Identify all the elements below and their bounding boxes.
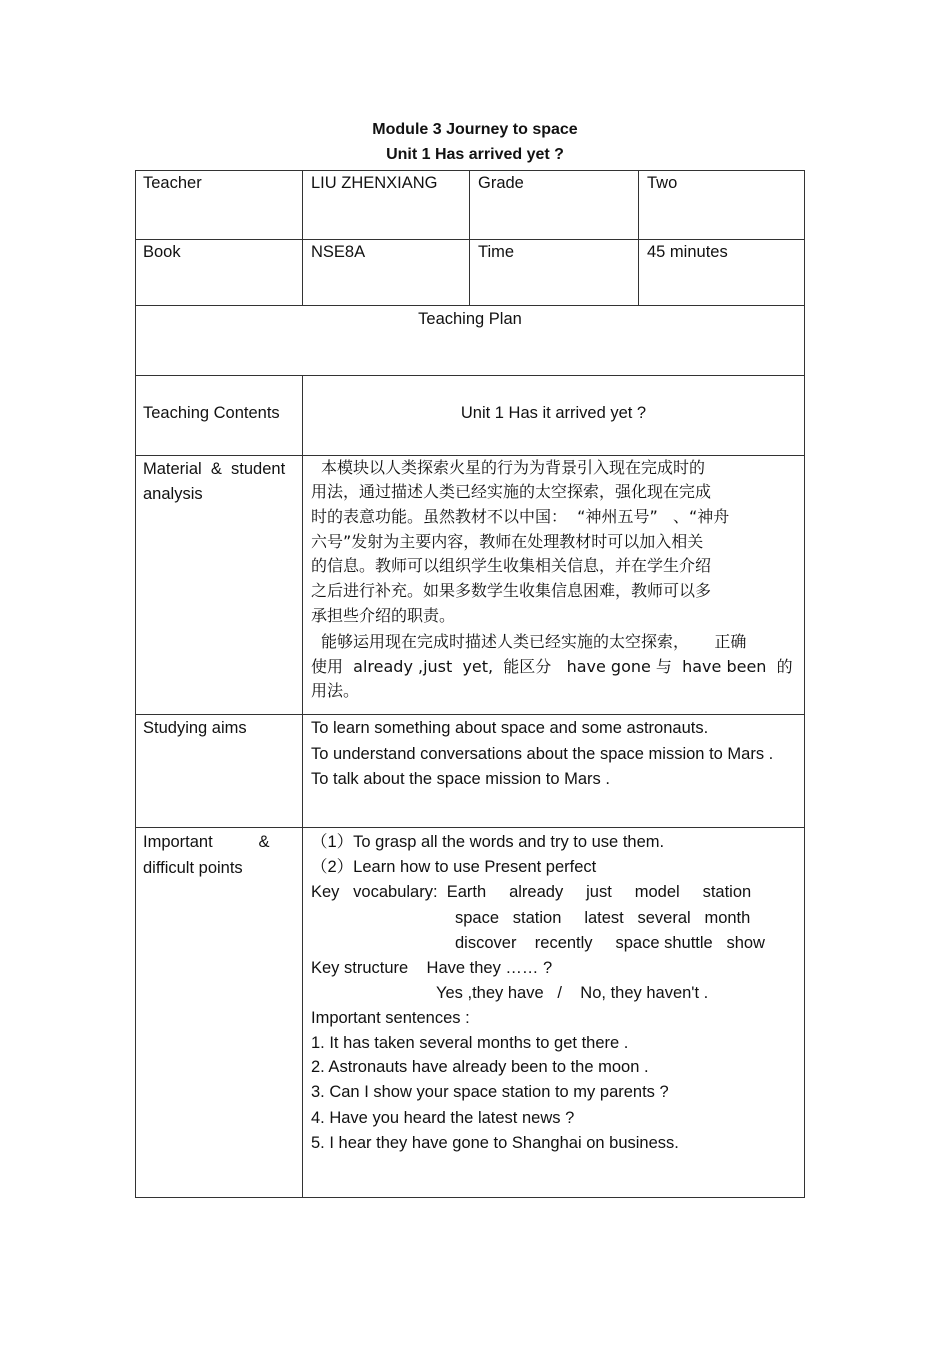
analysis-label-line-1: Material & student [143, 460, 286, 478]
points-label-cell [135, 827, 303, 1198]
point-line: （2）Learn how to use Present perfect [311, 858, 597, 876]
contents-value: Unit 1 Has it arrived yet ? [460, 404, 647, 422]
book-label: Book [143, 243, 181, 261]
point-line: Key structure Have they …… ? [311, 959, 553, 977]
analysis-line: 六号”发射为主要内容，教师在处理教材时可以加入相关 [311, 532, 704, 551]
time-label: Time [478, 243, 515, 261]
grade-label: Grade [478, 174, 524, 192]
document-subtitle: Unit 1 Has arrived yet ? [386, 146, 564, 163]
analysis-line: 之后进行补充。如果多数学生收集信息困难，教师可以多 [311, 581, 712, 600]
analysis-line: 的信息。教师可以组织学生收集相关信息，并在学生介绍 [311, 556, 712, 575]
analysis-line: 能够运用现在完成时描述人类已经实施的太空探索， 正确 [321, 632, 747, 651]
points-label-line-1: Important & [143, 833, 270, 851]
grade-value: Two [647, 174, 678, 192]
analysis-line: 时的表意功能。虽然教材不以中国： “神州五号” 、“神舟 [311, 507, 730, 526]
point-line: Key vocabulary: Earth already just model station [311, 883, 752, 901]
document-title: Module 3 Journey to space [372, 121, 578, 138]
aim-line: To understand conversations about the space mission to Mars . [311, 745, 774, 763]
teacher-value: LIU ZHENXIANG [311, 174, 438, 192]
point-line: 4. Have you heard the latest news ? [311, 1109, 575, 1127]
analysis-line: 用法。 [311, 681, 360, 700]
point-line: 2. Astronauts have already been to the moon . [311, 1058, 649, 1076]
analysis-line: 本模块以人类探索火星的行为为背景引入现在完成时的 [321, 458, 706, 477]
analysis-line: 使用 already ,just yet, 能区分 have gone 与 have been 的 [311, 657, 793, 676]
point-line: 5. I hear they have gone to Shanghai on business. [311, 1134, 679, 1152]
points-label-line-2: difficult points [143, 859, 243, 877]
point-line: space station latest several month [455, 909, 751, 927]
analysis-line: 承担些介绍的职责。 [311, 606, 456, 625]
aim-line: To talk about the space mission to Mars . [311, 770, 610, 788]
point-line: discover recently space shuttle show [455, 934, 765, 952]
plan-heading: Teaching Plan [418, 310, 522, 328]
point-line: Important sentences : [311, 1009, 470, 1027]
point-line: Yes ,they have / No, they haven't . [436, 984, 709, 1002]
time-value: 45 minutes [647, 243, 728, 261]
aim-line: To learn something about space and some astronauts. [311, 719, 709, 737]
point-line: （1）To grasp all the words and try to use them. [311, 833, 665, 851]
aims-label: Studying aims [143, 719, 247, 737]
point-line: 3. Can I show your space station to my parents ? [311, 1083, 669, 1101]
teacher-label: Teacher [143, 174, 202, 192]
point-line: 1. It has taken several months to get there . [311, 1034, 629, 1052]
analysis-line: 用法，通过描述人类已经实施的太空探索，强化现在完成 [311, 482, 712, 501]
book-value: NSE8A [311, 243, 366, 261]
contents-label: Teaching Contents [143, 404, 280, 422]
analysis-label-line-2: analysis [143, 485, 203, 503]
